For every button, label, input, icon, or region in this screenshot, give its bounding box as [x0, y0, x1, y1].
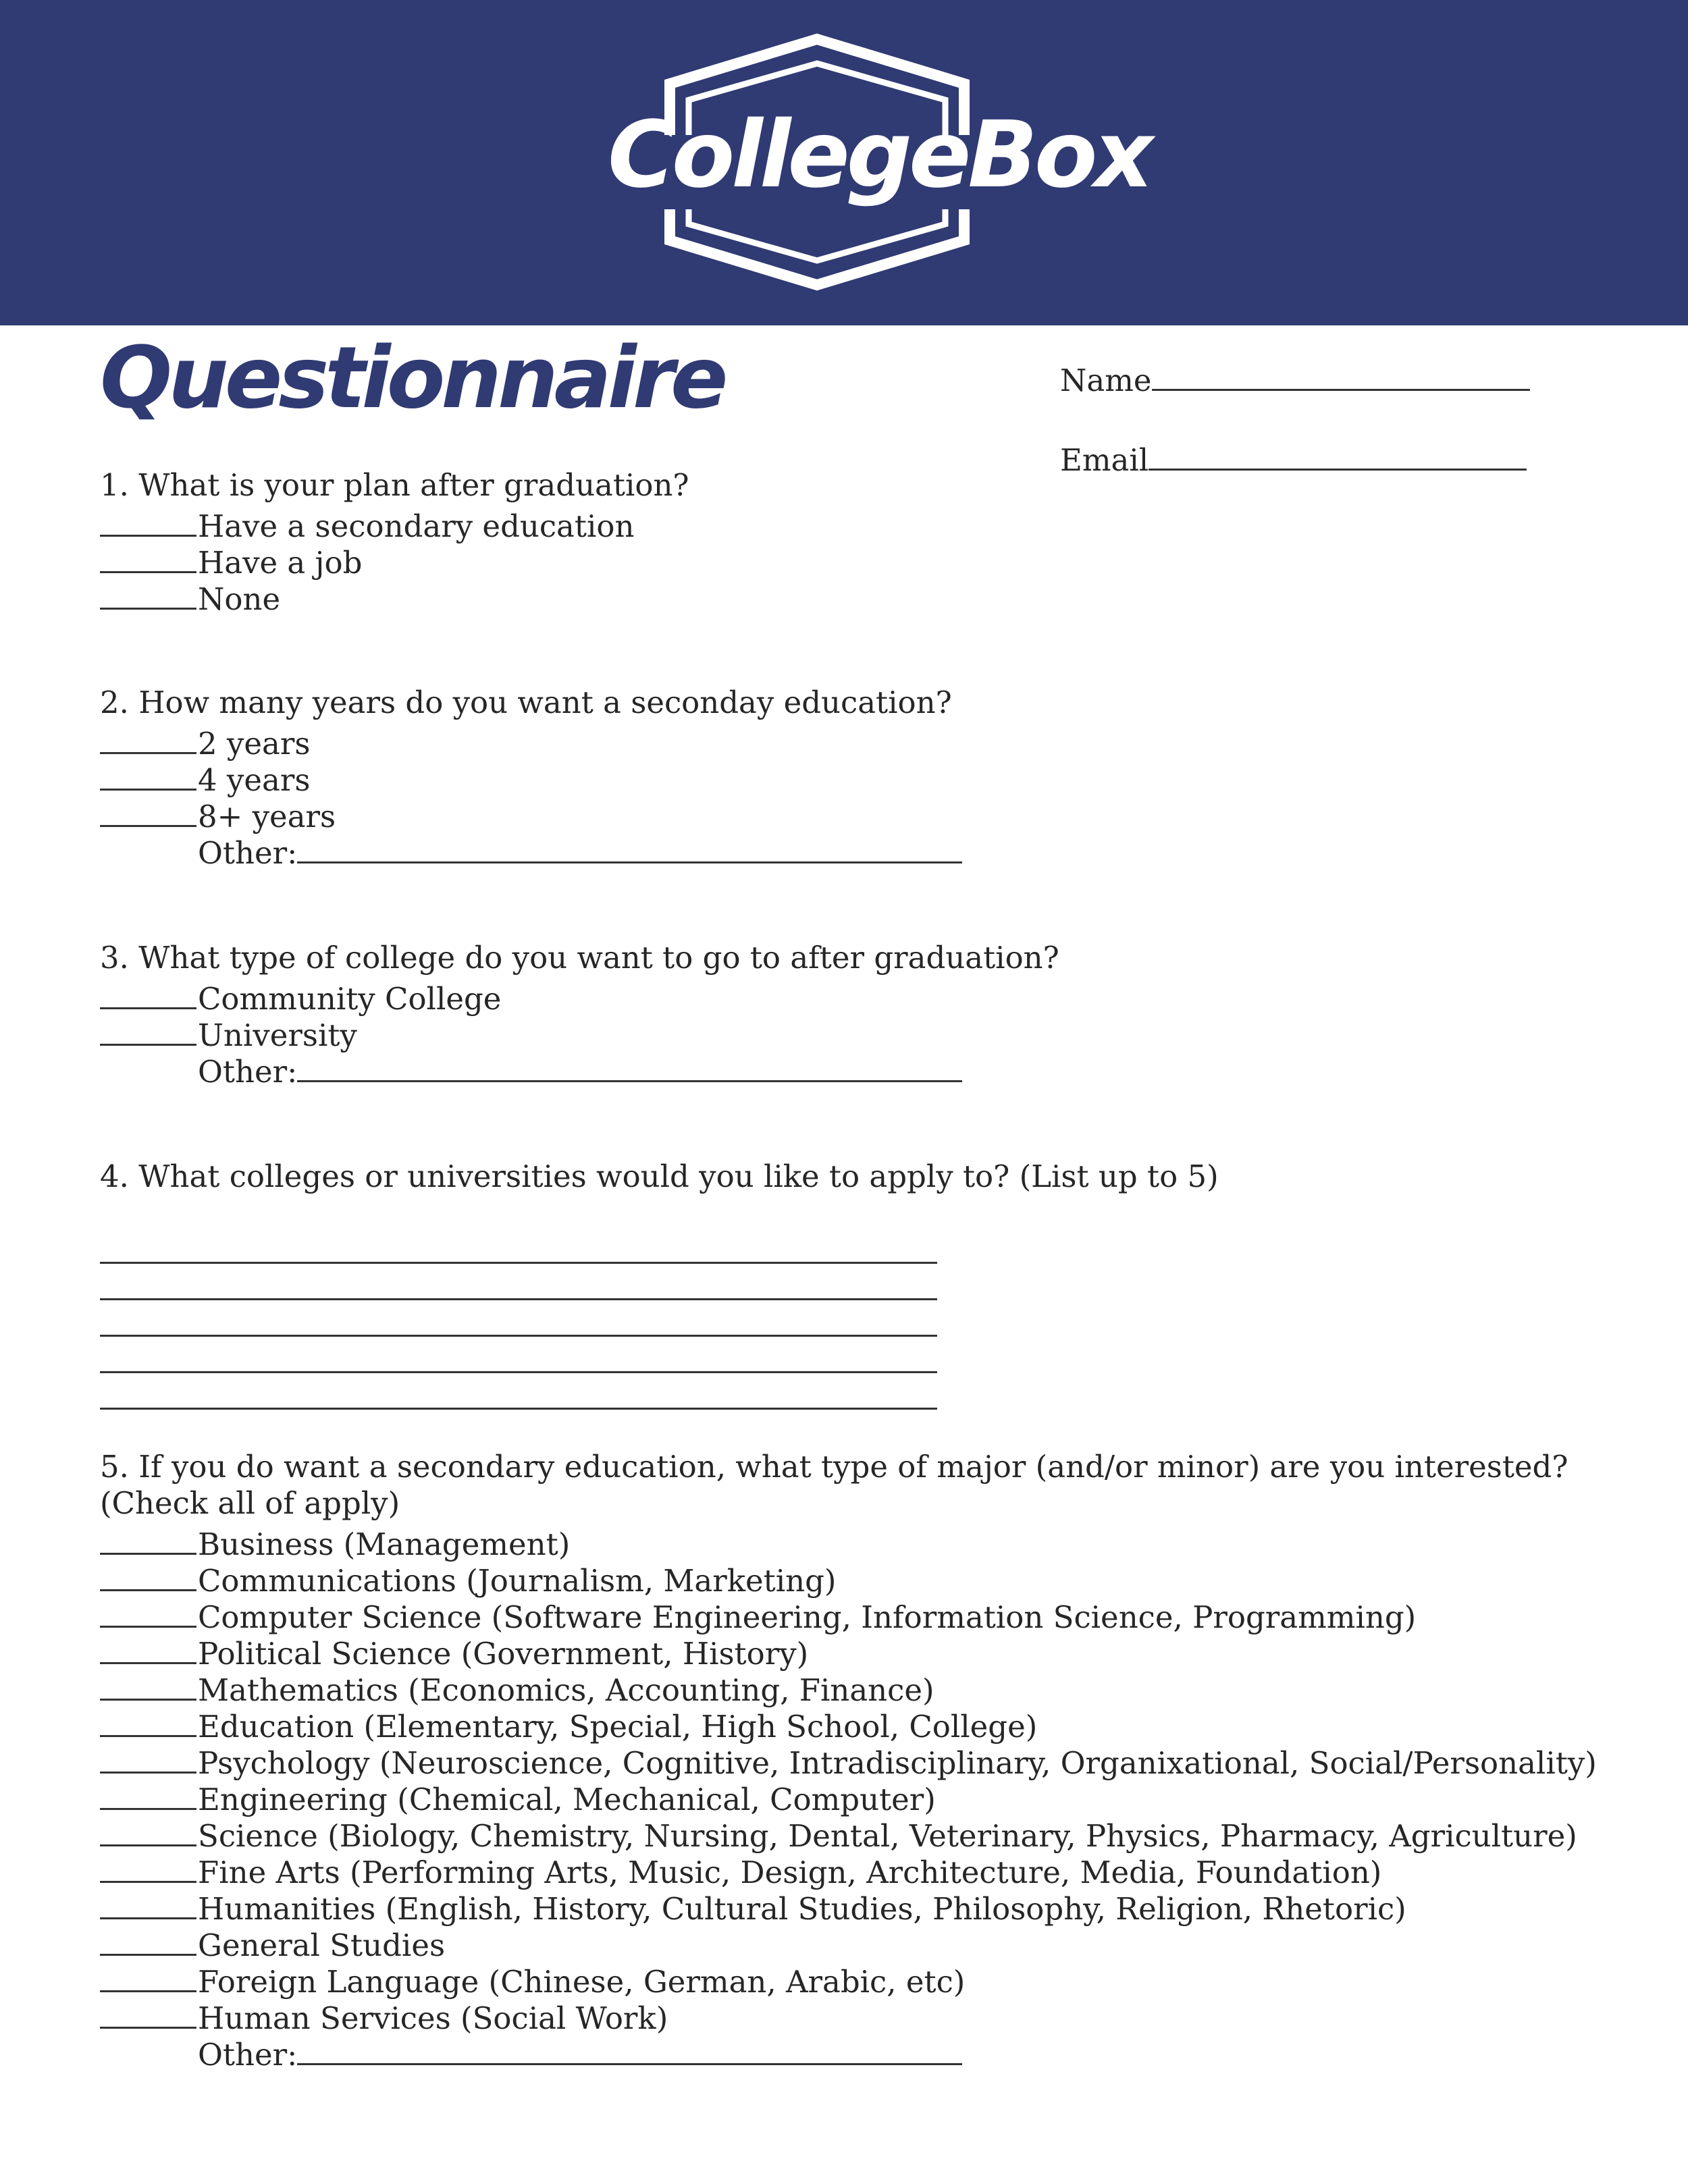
checkbox-blank[interactable]: [100, 1013, 196, 1046]
checkbox-blank[interactable]: [100, 1595, 196, 1628]
question-1: 1. What is your plan after graduation?: [100, 467, 689, 503]
option-label: Communications (Journalism, Marketing): [198, 1563, 837, 1599]
option-label: 8+ years: [198, 799, 336, 834]
other-label: Other:: [198, 2037, 298, 2073]
q2-option[interactable]: [100, 721, 310, 762]
q3-option[interactable]: [100, 1013, 357, 1054]
q5-option[interactable]: [100, 1631, 808, 1672]
option-label: Humanities (English, History, Cultural Studies, Philosophy, Religion, Rhetoric): [198, 1891, 1406, 1927]
checkbox-blank[interactable]: [100, 540, 196, 573]
option-label: Human Services (Social Work): [198, 2000, 668, 2036]
checkbox-blank[interactable]: [100, 1777, 196, 1810]
checkbox-blank[interactable]: [100, 1631, 196, 1664]
answer-line[interactable]: [100, 1262, 937, 1264]
q5-option[interactable]: [100, 1959, 965, 2000]
option-label: Political Science (Government, History): [198, 1636, 809, 1672]
q2-option[interactable]: [100, 794, 336, 835]
name-field[interactable]: [1060, 358, 1530, 399]
option-label: Psychology (Neuroscience, Cognitive, Intradisciplinary, Organixational, Social/Personality): [198, 1745, 1597, 1781]
q2-other[interactable]: [198, 830, 962, 872]
option-label: Business (Management): [198, 1526, 571, 1562]
q5-option[interactable]: [100, 1923, 445, 1964]
answer-line[interactable]: [100, 1408, 937, 1410]
checkbox-blank[interactable]: [100, 1558, 196, 1591]
checkbox-blank[interactable]: [100, 1996, 196, 2029]
page-title: Questionnaire: [100, 328, 724, 427]
name-label: Name: [1060, 363, 1152, 398]
q5-option[interactable]: [100, 1886, 1406, 1927]
q5-other[interactable]: [198, 2032, 962, 2073]
q1-option[interactable]: [100, 504, 634, 545]
option-label: Fine Arts (Performing Arts, Music, Design, Architecture, Media, Foundation): [198, 1855, 1382, 1890]
q3-other[interactable]: [198, 1049, 962, 1090]
checkbox-blank[interactable]: [100, 1704, 196, 1737]
q2-option[interactable]: [100, 757, 310, 799]
checkbox-blank[interactable]: [100, 1959, 196, 1992]
option-label: 2 years: [198, 726, 311, 762]
other-label: Other:: [198, 1054, 298, 1090]
option-label: Have a job: [198, 545, 363, 581]
checkbox-blank[interactable]: [100, 976, 196, 1009]
option-label: Science (Biology, Chemistry, Nursing, Dental, Veterinary, Physics, Pharmacy, Agriculture): [198, 1818, 1577, 1854]
checkbox-blank[interactable]: [100, 721, 196, 754]
option-label: General Studies: [198, 1927, 446, 1963]
option-label: Foreign Language (Chinese, German, Arabic, etc): [198, 1964, 966, 2000]
checkbox-blank[interactable]: [100, 1813, 196, 1846]
q5-option[interactable]: [100, 1740, 1597, 1782]
checkbox-blank[interactable]: [100, 1850, 196, 1883]
q1-option[interactable]: [100, 540, 362, 581]
email-label: Email: [1060, 442, 1149, 478]
answer-line[interactable]: [100, 1371, 937, 1373]
email-blank[interactable]: [1149, 437, 1527, 471]
checkbox-blank[interactable]: [100, 757, 196, 791]
checkbox-blank[interactable]: [100, 577, 196, 610]
question-5-note: (Check all of apply): [100, 1485, 400, 1521]
checkbox-blank[interactable]: [100, 1923, 196, 1956]
q5-option[interactable]: [100, 1668, 934, 1709]
answer-line[interactable]: [100, 1298, 937, 1300]
option-label: Education (Elementary, Special, High School, College): [198, 1709, 1038, 1744]
checkbox-blank[interactable]: [100, 1740, 196, 1774]
checkbox-blank[interactable]: [100, 794, 196, 827]
question-2: 2. How many years do you want a seconday education?: [100, 685, 952, 720]
option-label: Computer Science (Software Engineering, Information Science, Programming): [198, 1599, 1417, 1635]
q5-option[interactable]: [100, 1522, 570, 1563]
q5-option[interactable]: [100, 1777, 936, 1818]
option-label: Community College: [198, 981, 502, 1017]
question-3: 3. What type of college do you want to go to after graduation?: [100, 940, 1059, 976]
header-banner: [0, 0, 1688, 325]
q5-option[interactable]: [100, 1996, 668, 2037]
option-label: Have a secondary education: [198, 508, 635, 544]
option-label: Mathematics (Economics, Accounting, Finance): [198, 1672, 934, 1708]
question-4: 4. What colleges or universities would you like to apply to? (List up to 5): [100, 1158, 1219, 1194]
q3-option[interactable]: [100, 976, 501, 1017]
q5-option[interactable]: [100, 1813, 1577, 1855]
q5-option[interactable]: [100, 1595, 1416, 1636]
checkbox-blank[interactable]: [100, 1522, 196, 1555]
email-field[interactable]: [1060, 437, 1527, 479]
checkbox-blank[interactable]: [100, 1668, 196, 1701]
option-label: Engineering (Chemical, Mechanical, Computer): [198, 1782, 936, 1817]
question-5: 5. If you do want a secondary education, what type of major (and/or minor) are you interested?: [100, 1449, 1568, 1485]
option-label: University: [198, 1017, 357, 1053]
other-blank[interactable]: [297, 2032, 962, 2065]
brand-logo: CollegeBox: [608, 102, 1151, 209]
name-blank[interactable]: [1152, 358, 1530, 391]
other-blank[interactable]: [297, 830, 962, 863]
q5-option[interactable]: [100, 1704, 1037, 1745]
checkbox-blank[interactable]: [100, 1886, 196, 1919]
other-label: Other:: [198, 835, 298, 871]
checkbox-blank[interactable]: [100, 504, 196, 537]
option-label: None: [198, 581, 281, 617]
other-blank[interactable]: [297, 1049, 962, 1082]
q5-option[interactable]: [100, 1558, 836, 1599]
q5-option[interactable]: [100, 1850, 1381, 1891]
option-label: 4 years: [198, 762, 311, 798]
q1-option[interactable]: [100, 577, 280, 618]
answer-line[interactable]: [100, 1335, 937, 1337]
